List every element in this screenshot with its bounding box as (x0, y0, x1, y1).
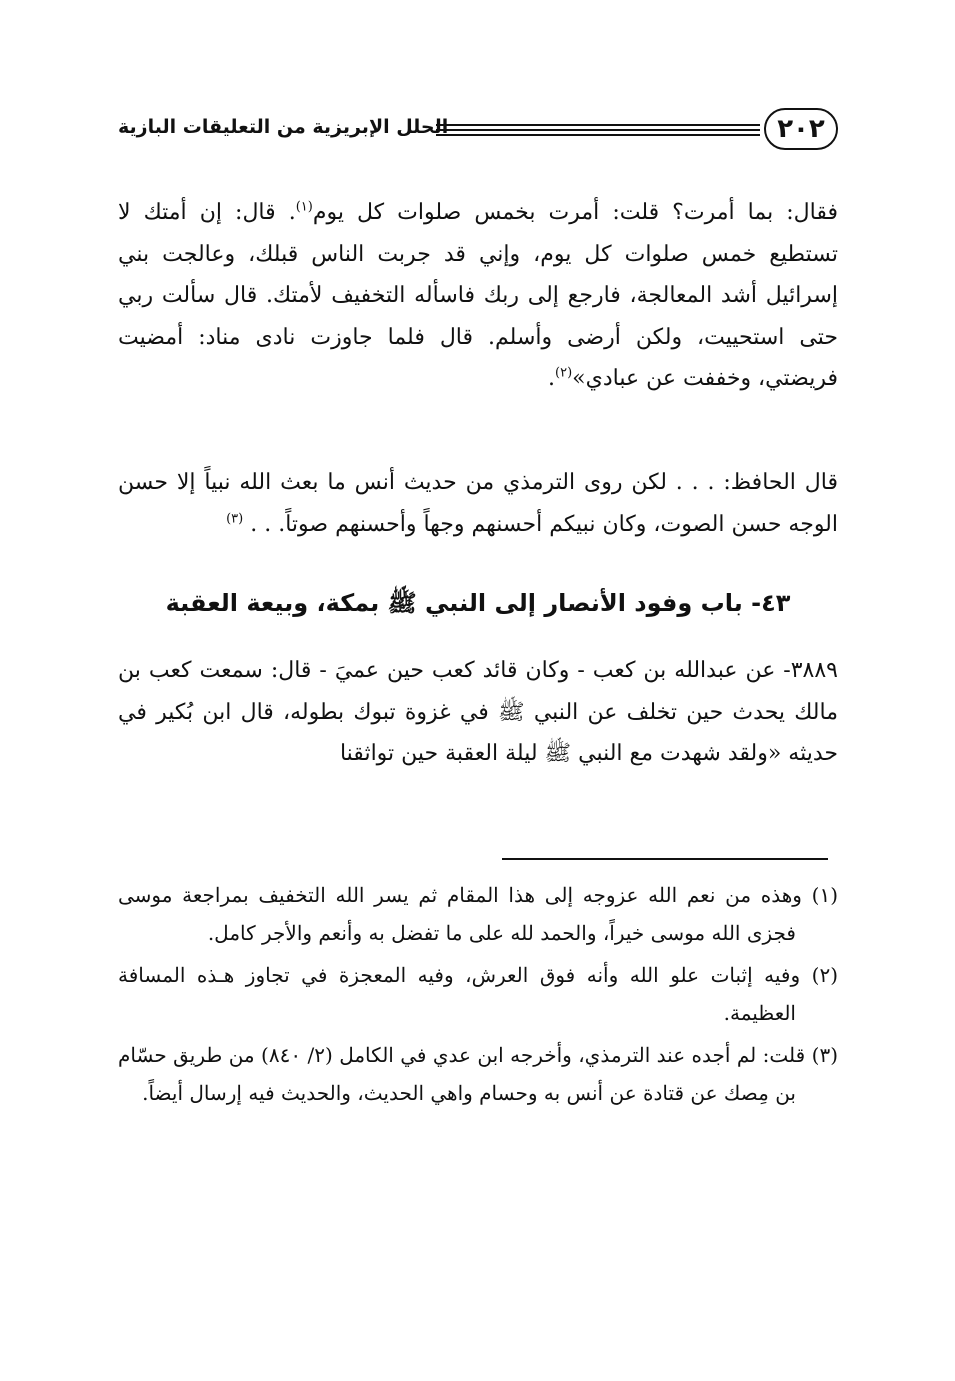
footnote-text: وفيه إثبات علو الله وأنه فوق العرش، وفيه المعجزة في تجاوز هـذه المسافة العظيمة. (118, 963, 801, 1025)
footnote-marker: (٢) (811, 963, 838, 987)
footnote-2 (118, 956, 838, 1032)
footnote-marker: (٣) (811, 1043, 838, 1067)
section-heading: ٤٣- باب وفود الأنصار إلى النبي ﷺ بمكة، وبيعة العقبة (165, 589, 791, 617)
footnote-text: قلت: لم أجده عند الترمذي، وأخرجه ابن عدي في الكامل (٢/ ٨٤٠) من طريق حسّام بن مِصك عن قتادة عن أنس به وحسام واهي الحديث، والحديث فيه إرسال أيضاً. (118, 1043, 806, 1105)
footnote-3 (118, 1036, 838, 1112)
footnote-separator (502, 858, 828, 860)
footnote-ref-1: (١) (295, 199, 313, 215)
footnote-ref-2: (٢) (555, 365, 573, 381)
header-rule (436, 124, 760, 126)
footnote-1 (118, 876, 838, 952)
page-header (118, 108, 838, 154)
footnotes (118, 876, 838, 1116)
footnote-marker: (١) (811, 883, 839, 907)
header-rule (436, 129, 760, 131)
paragraph-text: فقال: بما أمرت؟ قلت: أمرت بخمس صلوات كل يوم (312, 200, 838, 225)
header-rule (436, 134, 760, 136)
running-title: الحلل الإبريزية من التعليقات البازية (118, 116, 449, 138)
paragraph-hadith-3889: ٣٨٨٩- عن عبدالله بن كعب - وكان قائد كعب حين عميَ - قال: سمعت كعب بن مالك يحدث حين تخلف عن النبي ﷺ في غزوة تبوك بطوله، قال ابن بُكير في حديثه «ولقد شهدت مع النبي ﷺ ليلة العقبة حين تواثقنا (118, 658, 838, 766)
paragraph-text: . (548, 366, 556, 391)
paragraph-hafiz-quote (118, 462, 838, 545)
paragraph-text: قال الحافظ: . . . لكن روى الترمذي من حديث أنس ما بعث الله نبياً إلا حسن الوجه حسن الصوت، وكان نبيكم أحسنهم وجهاً وأحسنهم صوتاً. . . (118, 470, 838, 537)
paragraph-hadith-continuation (118, 192, 838, 400)
footnote-ref-3: (٣) (226, 511, 244, 527)
paragraph-text: . قال: إن أمتك لا تستطيع خمس صلوات كل يوم، وإني قد جربت الناس قبلك، وعالجت بني إسرائيل أشد المعالجة، فارجع إلى ربك فاسأله التخفيف لأمتك. قال سألت ربي حتى استحييت، ولكن أرضى وأسلم. قال فلما جاوزت نادى مناد: أمضيت فريضتي، وخففت عن عبادي» (118, 200, 838, 391)
page-number: ٢٠٢ (764, 108, 838, 150)
footnote-text: وهذه من نعم الله عزوجه إلى هذا المقام ثم يسر الله التخفيف بمراجعة موسى فجزى الله موسى خيراً، والحمد لله على ما تفضل به وأنعم والأجر كامل. (118, 883, 802, 945)
